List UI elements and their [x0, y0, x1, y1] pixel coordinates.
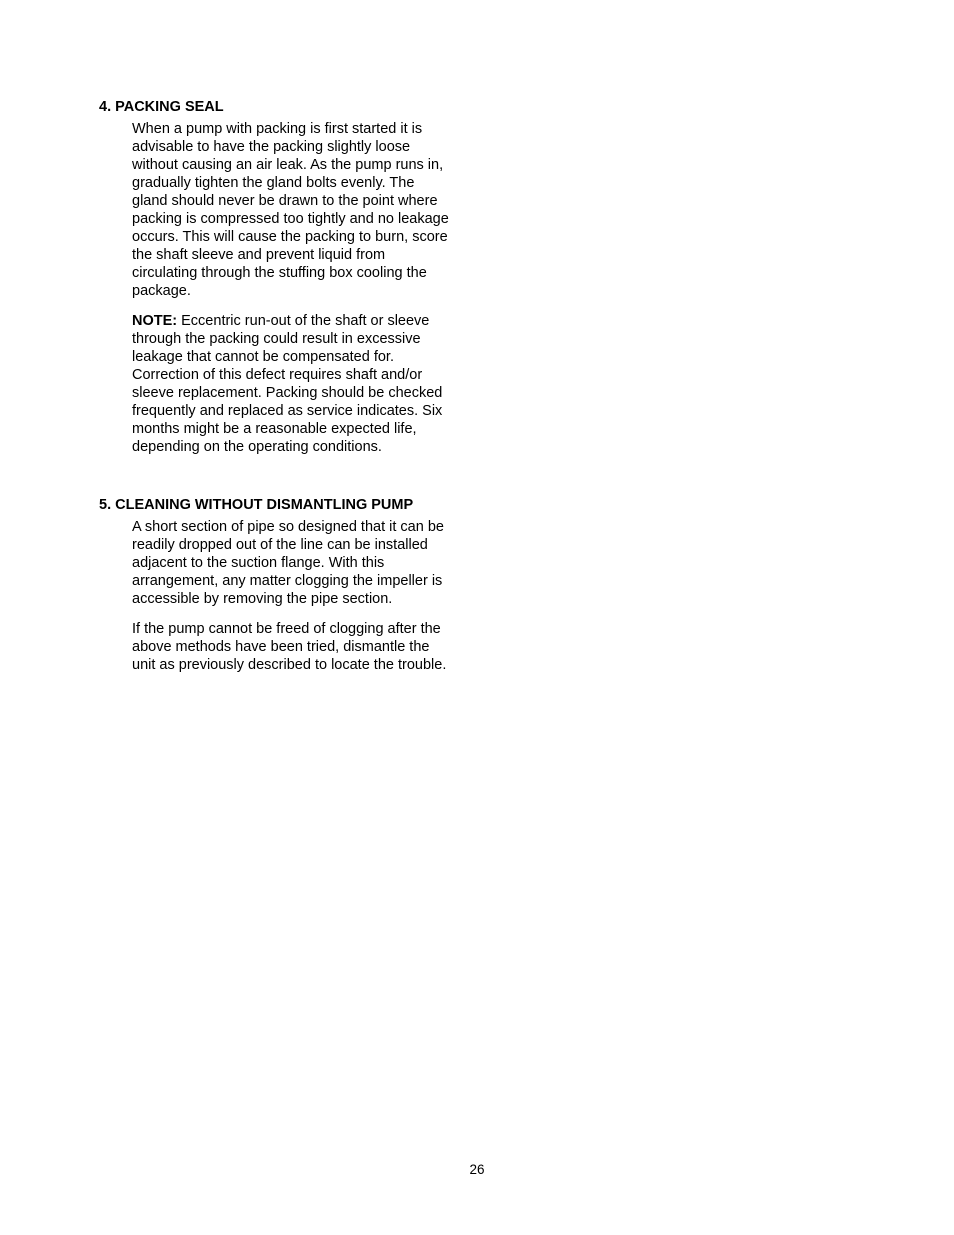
section-heading: 5. CLEANING WITHOUT DISMANTLING PUMP	[99, 497, 414, 513]
note-text: Eccentric run-out of the shaft or sleeve through the packing could result in excessive leakage that cannot be compensated for. Correction of this defect requires shaft and/or sleeve replacement. Packing should be checked frequently and replaced as service indicates. Six months might be a reasonable expected life, depending on the operating conditions.	[132, 313, 443, 455]
section-paragraph: When a pump with packing is first started it is advisable to have the packing slightly loose without causing an air leak. As the pump runs in, gradually tighten the gland bolts evenly. The gland should never be drawn to the point where packing is compressed too tightly and no leakage occurs. This will cause the packing to burn, score the shaft sleeve and prevent liquid from circulating through the stuffing box cooling the package.	[132, 121, 449, 299]
section-heading: 4. PACKING SEAL	[99, 99, 224, 115]
section-paragraph: A short section of pipe so designed that it can be readily dropped out of the line can be installed adjacent to the suction flange. With this arrangement, any matter clogging the impeller is accessible by removing the pipe section.	[132, 519, 444, 607]
note-label: NOTE:	[132, 313, 178, 329]
section-cleaning-without-dismantling	[99, 496, 459, 674]
section-packing-seal	[99, 98, 459, 456]
section-paragraph: If the pump cannot be freed of clogging after the above methods have been tried, dismantle the unit as previously described to locate the trouble.	[132, 621, 447, 673]
page-number: 26	[469, 1162, 485, 1177]
note-paragraph	[132, 312, 450, 456]
